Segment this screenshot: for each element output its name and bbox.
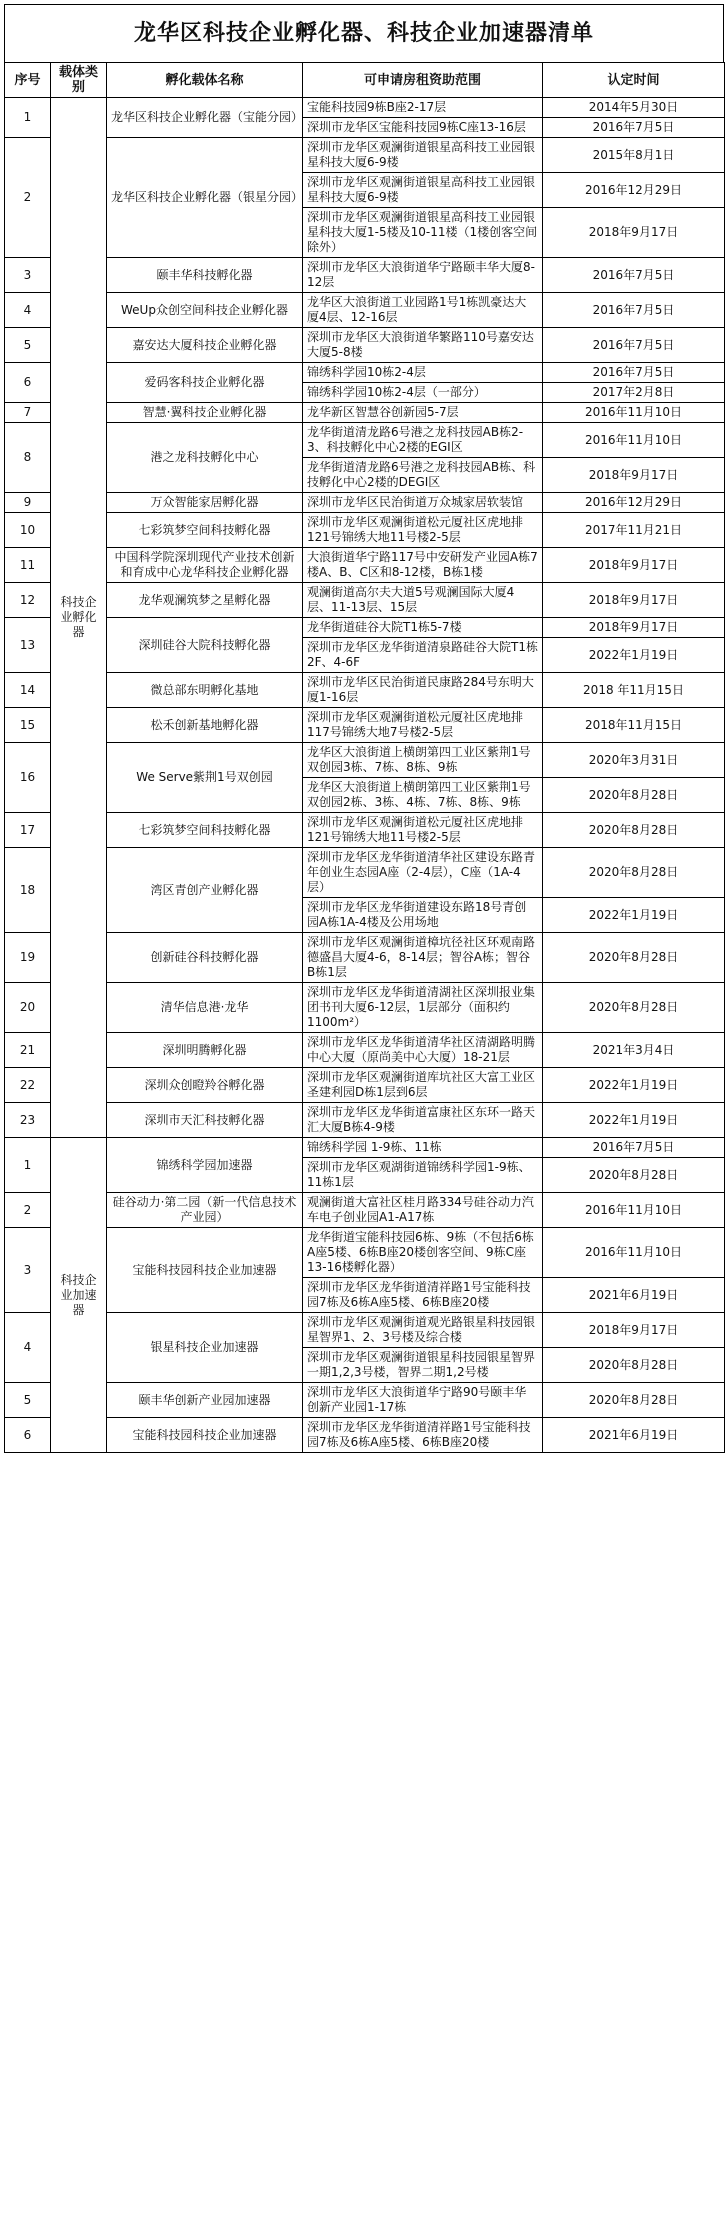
date-cell: 2016年11月10日 (543, 1228, 725, 1278)
row-number: 22 (5, 1068, 51, 1103)
table-row (5, 1033, 725, 1068)
scope-cell: 深圳市龙华区观澜街道银星高科技工业园银星科技大厦1-5楼及10-11楼（1楼创客空间除外） (303, 208, 543, 258)
carrier-table (4, 62, 725, 1453)
scope-cell: 深圳市龙华区观澜街道松元厦社区虎地排121号锦绣大地11号楼2-5层 (303, 813, 543, 848)
scope-cell: 龙华区大浪街道工业园路1号1栋凯豪达大厦4层、12-16层 (303, 293, 543, 328)
table-row (5, 1228, 725, 1278)
date-cell: 2018年9月17日 (543, 208, 725, 258)
row-number: 4 (5, 293, 51, 328)
scope-cell: 宝能科技园9栋B座2-17层 (303, 98, 543, 118)
row-number: 19 (5, 933, 51, 983)
row-number: 13 (5, 618, 51, 673)
date-cell: 2020年8月28日 (543, 1348, 725, 1383)
scope-cell: 深圳市龙华区观澜街道樟坑径社区环观南路德盛昌大厦4-6，8-14层；智谷A栋；智谷B栋1层 (303, 933, 543, 983)
row-number: 15 (5, 708, 51, 743)
row-number: 3 (5, 258, 51, 293)
carrier-name: 嘉安达大厦科技企业孵化器 (107, 328, 303, 363)
date-cell: 2020年8月28日 (543, 1383, 725, 1418)
table-row (5, 1138, 725, 1158)
date-cell: 2015年8月1日 (543, 138, 725, 173)
category-cell: 科技企业孵化器 (51, 98, 107, 1138)
date-cell: 2018年9月17日 (543, 458, 725, 493)
header-scope: 可申请房租资助范围 (303, 63, 543, 98)
document-sheet (4, 4, 724, 1453)
carrier-name: 中国科学院深圳现代产业技术创新和育成中心龙华科技企业孵化器 (107, 548, 303, 583)
scope-cell: 锦绣科学园10栋2-4层 (303, 363, 543, 383)
carrier-name: 龙华区科技企业孵化器（银星分园） (107, 138, 303, 258)
date-cell: 2020年8月28日 (543, 933, 725, 983)
category-cell: 科技企业加速器 (51, 1138, 107, 1453)
carrier-name: 深圳硅谷大院科技孵化器 (107, 618, 303, 673)
scope-cell: 深圳市龙华区民治街道民康路284号东明大厦1-16层 (303, 673, 543, 708)
table-row (5, 1068, 725, 1103)
date-cell: 2022年1月19日 (543, 638, 725, 673)
table-row (5, 328, 725, 363)
table-row (5, 513, 725, 548)
date-cell: 2018年11月15日 (543, 708, 725, 743)
table-row (5, 618, 725, 638)
row-number: 5 (5, 328, 51, 363)
scope-cell: 龙华区大浪街道上横朗第四工业区紫荆1号双创园3栋、7栋、8栋、9栋 (303, 743, 543, 778)
scope-cell: 深圳市龙华区龙华街道清湖社区深圳报业集团书刊大厦6-12层，1层部分（面积约1100m²） (303, 983, 543, 1033)
carrier-name: WeUp众创空间科技企业孵化器 (107, 293, 303, 328)
date-cell: 2016年7月5日 (543, 118, 725, 138)
carrier-name: 深圳明腾孵化器 (107, 1033, 303, 1068)
scope-cell: 深圳市龙华区龙华街道清祥路1号宝能科技园7栋及6栋A座5楼、6栋B座20楼 (303, 1418, 543, 1453)
table-row (5, 983, 725, 1033)
carrier-name: 硅谷动力·第二园（新一代信息技术产业园） (107, 1193, 303, 1228)
carrier-name: 宝能科技园科技企业加速器 (107, 1418, 303, 1453)
scope-cell: 深圳市龙华区龙华街道建设东路18号青创园A栋1A-4楼及公用场地 (303, 898, 543, 933)
table-body (5, 98, 725, 1453)
scope-cell: 深圳市龙华区观澜街道观光路银星科技园银星智界1、2、3号楼及综合楼 (303, 1313, 543, 1348)
carrier-name: 银星科技企业加速器 (107, 1313, 303, 1383)
date-cell: 2016年7月5日 (543, 328, 725, 363)
carrier-name: 颐丰华创新产业园加速器 (107, 1383, 303, 1418)
date-cell: 2018年9月17日 (543, 583, 725, 618)
carrier-name: 宝能科技园科技企业加速器 (107, 1228, 303, 1313)
date-cell: 2022年1月19日 (543, 1068, 725, 1103)
row-number: 12 (5, 583, 51, 618)
date-cell: 2016年12月29日 (543, 493, 725, 513)
scope-cell: 深圳市龙华区大浪街道华宁路90号颐丰华创新产业园1-17栋 (303, 1383, 543, 1418)
date-cell: 2021年6月19日 (543, 1278, 725, 1313)
header-name: 孵化载体名称 (107, 63, 303, 98)
date-cell: 2018 年11月15日 (543, 673, 725, 708)
scope-cell: 观澜街道大富社区桂月路334号硅谷动力汽车电子创业园A1-A17栋 (303, 1193, 543, 1228)
carrier-name: We Serve紫荆1号双创园 (107, 743, 303, 813)
carrier-name: 爱码客科技企业孵化器 (107, 363, 303, 403)
row-number: 2 (5, 1193, 51, 1228)
scope-cell: 龙华区大浪街道上横朗第四工业区紫荆1号双创园2栋、3栋、4栋、7栋、8栋、9栋 (303, 778, 543, 813)
date-cell: 2016年11月10日 (543, 403, 725, 423)
table-row (5, 493, 725, 513)
table-row (5, 1383, 725, 1418)
date-cell: 2020年8月28日 (543, 778, 725, 813)
scope-cell: 深圳市龙华区大浪街道华繁路110号嘉安达大厦5-8楼 (303, 328, 543, 363)
table-row (5, 1193, 725, 1228)
date-cell: 2016年7月5日 (543, 363, 725, 383)
date-cell: 2018年9月17日 (543, 548, 725, 583)
scope-cell: 龙华街道宝能科技园6栋、9栋（不包括6栋A座5楼、6栋B座20楼创客空间、9栋C座13-16楼孵化器） (303, 1228, 543, 1278)
table-row (5, 813, 725, 848)
row-number: 1 (5, 1138, 51, 1193)
date-cell: 2022年1月19日 (543, 898, 725, 933)
table-row (5, 293, 725, 328)
row-number: 9 (5, 493, 51, 513)
date-cell: 2020年8月28日 (543, 848, 725, 898)
table-row (5, 98, 725, 118)
date-cell: 2021年6月19日 (543, 1418, 725, 1453)
scope-cell: 深圳市龙华区观湖街道锦绣科学园1-9栋、11栋1层 (303, 1158, 543, 1193)
date-cell: 2017年11月21日 (543, 513, 725, 548)
carrier-name: 龙华观澜筑梦之星孵化器 (107, 583, 303, 618)
carrier-name: 创新硅谷科技孵化器 (107, 933, 303, 983)
row-number: 18 (5, 848, 51, 933)
table-row (5, 583, 725, 618)
date-cell: 2021年3月4日 (543, 1033, 725, 1068)
scope-cell: 深圳市龙华区龙华街道清泉路硅谷大院T1栋2F、4-6F (303, 638, 543, 673)
date-cell: 2020年8月28日 (543, 983, 725, 1033)
carrier-name: 松禾创新基地孵化器 (107, 708, 303, 743)
row-number: 5 (5, 1383, 51, 1418)
carrier-name: 七彩筑梦空间科技孵化器 (107, 813, 303, 848)
row-number: 7 (5, 403, 51, 423)
scope-cell: 龙华街道清龙路6号港之龙科技园AB栋2-3、科技孵化中心2楼的EGI区 (303, 423, 543, 458)
scope-cell: 深圳市龙华区龙华街道富康社区东环一路天汇大厦B栋4-9楼 (303, 1103, 543, 1138)
scope-cell: 深圳市龙华区龙华街道清华社区建设东路青年创业生态园A座（2-4层），C座（1A-4层） (303, 848, 543, 898)
date-cell: 2016年7月5日 (543, 258, 725, 293)
row-number: 6 (5, 1418, 51, 1453)
carrier-name: 龙华区科技企业孵化器（宝能分园） (107, 98, 303, 138)
table-row (5, 403, 725, 423)
table-row (5, 673, 725, 708)
date-cell: 2016年11月10日 (543, 423, 725, 458)
scope-cell: 深圳市龙华区龙华街道清祥路1号宝能科技园7栋及6栋A座5楼、6栋B座20楼 (303, 1278, 543, 1313)
carrier-name: 万众智能家居孵化器 (107, 493, 303, 513)
carrier-name: 颐丰华科技孵化器 (107, 258, 303, 293)
scope-cell: 龙华街道清龙路6号港之龙科技园AB栋、科技孵化中心2楼的DEGI区 (303, 458, 543, 493)
carrier-name: 智慧·翼科技企业孵化器 (107, 403, 303, 423)
row-number: 16 (5, 743, 51, 813)
scope-cell: 深圳市龙华区大浪街道华宁路颐丰华大厦8-12层 (303, 258, 543, 293)
scope-cell: 锦绣科学园 1-9栋、11栋 (303, 1138, 543, 1158)
table-row (5, 258, 725, 293)
table-row (5, 423, 725, 458)
table-row (5, 933, 725, 983)
date-cell: 2022年1月19日 (543, 1103, 725, 1138)
row-number: 14 (5, 673, 51, 708)
date-cell: 2018年9月17日 (543, 618, 725, 638)
date-cell: 2017年2月8日 (543, 383, 725, 403)
header-no: 序号 (5, 63, 51, 98)
scope-cell: 深圳市龙华区宝能科技园9栋C座13-16层 (303, 118, 543, 138)
scope-cell: 深圳市龙华区观澜街道松元厦社区虎地排121号锦绣大地11号楼2-5层 (303, 513, 543, 548)
carrier-name: 港之龙科技孵化中心 (107, 423, 303, 493)
row-number: 4 (5, 1313, 51, 1383)
row-number: 6 (5, 363, 51, 403)
date-cell: 2014年5月30日 (543, 98, 725, 118)
table-row (5, 1313, 725, 1348)
row-number: 8 (5, 423, 51, 493)
carrier-name: 清华信息港·龙华 (107, 983, 303, 1033)
table-row (5, 548, 725, 583)
table-row (5, 363, 725, 383)
date-cell: 2016年12月29日 (543, 173, 725, 208)
scope-cell: 深圳市龙华区观澜街道银星高科技工业园银星科技大厦6-9楼 (303, 138, 543, 173)
date-cell: 2016年7月5日 (543, 293, 725, 328)
date-cell: 2018年9月17日 (543, 1313, 725, 1348)
scope-cell: 深圳市龙华区龙华街道清华社区清湖路明腾中心大厦（原尚美中心大厦）18-21层 (303, 1033, 543, 1068)
scope-cell: 深圳市龙华区观澜街道库坑社区大富工业区圣建利园D栋1层到6层 (303, 1068, 543, 1103)
table-row (5, 138, 725, 173)
row-number: 3 (5, 1228, 51, 1313)
carrier-name: 深圳市天汇科技孵化器 (107, 1103, 303, 1138)
header-date: 认定时间 (543, 63, 725, 98)
carrier-name: 微总部东明孵化基地 (107, 673, 303, 708)
table-row (5, 1103, 725, 1138)
carrier-name: 七彩筑梦空间科技孵化器 (107, 513, 303, 548)
scope-cell: 锦绣科学园10栋2-4层（一部分） (303, 383, 543, 403)
scope-cell: 龙华街道硅谷大院T1栋5-7楼 (303, 618, 543, 638)
row-number: 23 (5, 1103, 51, 1138)
table-row (5, 1418, 725, 1453)
date-cell: 2016年11月10日 (543, 1193, 725, 1228)
date-cell: 2020年8月28日 (543, 1158, 725, 1193)
row-number: 20 (5, 983, 51, 1033)
row-number: 17 (5, 813, 51, 848)
table-row (5, 708, 725, 743)
carrier-name: 锦绣科学园加速器 (107, 1138, 303, 1193)
carrier-name: 深圳众创瞪羚谷孵化器 (107, 1068, 303, 1103)
scope-cell: 深圳市龙华区民治街道万众城家居软装馆 (303, 493, 543, 513)
row-number: 11 (5, 548, 51, 583)
table-header-row (5, 63, 725, 98)
scope-cell: 龙华新区智慧谷创新园5-7层 (303, 403, 543, 423)
date-cell: 2016年7月5日 (543, 1138, 725, 1158)
date-cell: 2020年8月28日 (543, 813, 725, 848)
row-number: 1 (5, 98, 51, 138)
table-row (5, 848, 725, 898)
page-title: 龙华区科技企业孵化器、科技企业加速器清单 (4, 4, 724, 62)
row-number: 10 (5, 513, 51, 548)
scope-cell: 观澜街道高尔夫大道5号观澜国际大厦4层、11-13层、15层 (303, 583, 543, 618)
header-category: 载体类别 (51, 63, 107, 98)
row-number: 21 (5, 1033, 51, 1068)
scope-cell: 深圳市龙华区观澜街道银星科技园银星智界一期1,2,3号楼，智界二期1,2号楼 (303, 1348, 543, 1383)
carrier-name: 湾区青创产业孵化器 (107, 848, 303, 933)
scope-cell: 大浪街道华宁路117号中安研发产业园A栋7楼A、B、C区和8-12楼，B栋1楼 (303, 548, 543, 583)
row-number: 2 (5, 138, 51, 258)
date-cell: 2020年3月31日 (543, 743, 725, 778)
scope-cell: 深圳市龙华区观澜街道银星高科技工业园银星科技大厦6-9楼 (303, 173, 543, 208)
scope-cell: 深圳市龙华区观澜街道松元厦社区虎地排117号锦绣大地7号楼2-5层 (303, 708, 543, 743)
table-row (5, 743, 725, 778)
